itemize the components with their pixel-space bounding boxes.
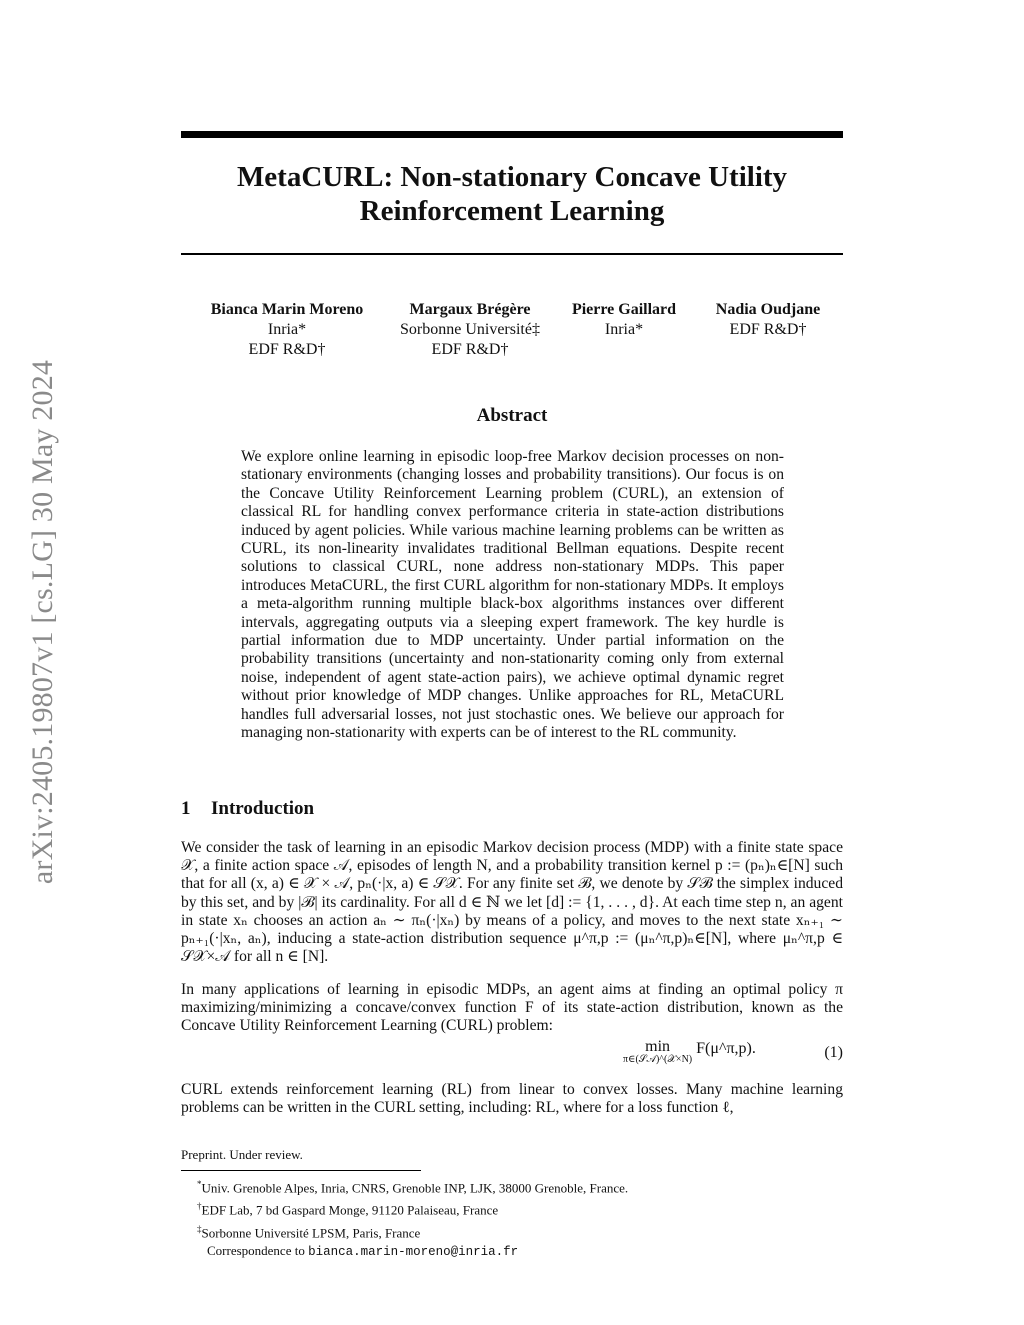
footnote-mark: † [197,1201,202,1212]
author-affiliation: EDF R&D† [729,321,807,338]
abstract-heading: Abstract [476,405,548,426]
footnote-text: Univ. Grenoble Alpes, Inria, CNRS, Grenoble INP, LJK, 38000 Grenoble, France. [201,1180,629,1196]
equation-operator [623,1040,692,1066]
footnote [197,1220,628,1242]
correspondence-label: Correspondence to [207,1242,305,1258]
arxiv-identifier: arXiv:2405.19807v1 [cs.LG] 30 May 2024 [26,359,59,885]
author-affiliation: EDF R&D† [431,341,509,358]
footnotes [197,1175,628,1261]
author-affiliation: Inria* [604,321,644,338]
author-name: Margaux Brégère [409,301,531,318]
author-block [564,300,684,340]
equation-subscript: π∈(𝒮𝒜)^(𝒳×N) [623,1054,693,1065]
intro-paragraph-3: CURL extends reinforcement learning (RL) from linear to convex losses. Many machine learning problems can be written in the CURL setting, including: RL, where for a loss function ℓ, [181,1081,843,1117]
footnote-mark: * [197,1179,202,1189]
section-number: 1 [181,798,191,819]
title-bottom-rule [181,253,843,255]
equation-min: min [645,1038,671,1055]
title-top-rule [181,131,843,138]
section-heading [181,798,314,820]
footnote-text: Sorbonne Université LPSM, Paris, France [201,1224,421,1240]
author-name: Pierre Gaillard [571,301,677,318]
equation-number: (1) [824,1044,843,1061]
footnote-mark: ‡ [197,1223,202,1234]
author-block [702,300,834,340]
intro-paragraph-2: In many applications of learning in episodic MDPs, an agent aims at finding an optimal policy π maximizing/minimizing a concave/convex function F of its state-action distribution, known as the Concave Utility Reinforcement Learning (CURL) problem: [181,981,843,1035]
author-block [204,300,370,360]
author-affiliation: Sorbonne Université‡ [400,321,540,338]
footnote [197,1175,628,1197]
author-block [392,300,548,360]
footnote [197,1197,628,1219]
title-line-1: MetaCURL: Non-stationary Concave Utility [236,161,788,193]
equation-expression: F(μ^π,p). [696,1040,756,1057]
title-line-2: Reinforcement Learning [359,195,665,227]
author-affiliation: EDF R&D† [248,341,326,358]
footnote-text: EDF Lab, 7 bd Gaspard Monge, 91120 Palaiseau, France [201,1202,499,1218]
author-name: Bianca Marin Moreno [210,301,364,318]
paper-title [181,160,843,228]
preprint-note: Preprint. Under review. [181,1147,303,1162]
author-affiliation: Inria* [267,321,307,338]
equation-1 [181,1040,843,1074]
abstract-text: We explore online learning in episodic loop-free Markov decision processes on non-stationary environments (changing losses and probability transitions). Our focus is on the Concave Utility Reinforcement Learning problem (CURL), an extension of classical RL for handling convex performance criteria in state-action distributions induced by agent policies. While various machine learning problems can be written as CURL, its non-linearity invalidates traditional Bellman equations. Despite recent solutions to classical CURL, none address non-stationary MDPs. This paper introduces MetaCURL, the first CURL algorithm for non-stationary MDPs. It employs a meta-algorithm running multiple black-box algorithms instances over different intervals, aggregating outputs via a sleeping expert framework. The key hurdle is partial information due to MDP uncertainty. Under partial information on the probability transitions (uncertainty and non-stationarity coming only from external noise, independent of agent state-action pairs), we achieve optimal dynamic regret without prior knowledge of MDP changes. Unlike approaches for RL, MetaCURL handles full adversarial losses, not just stochastic ones. We believe our approach for managing non-stationarity with experts can be of interest to the RL community. [241,448,784,742]
footnote-rule [181,1170,421,1171]
author-name: Nadia Oudjane [715,301,821,318]
section-title: Introduction [211,798,315,819]
intro-paragraph-1: We consider the task of learning in an episodic Markov decision process (MDP) with a finite state space 𝒳, a finite action space 𝒜, episodes of length N, and a probability transition kernel p := (pₙ)ₙ∈[N] such that for all (x, a) ∈ 𝒳 × 𝒜, pₙ(·|x, a) ∈ 𝒮𝒳. For any finite set ℬ, we denote by 𝒮ℬ the simplex induced by this set, and by |ℬ| its cardinality. For all d ∈ ℕ we let [d] := {1, . . . , d}. At each time step n, an agent in state xₙ chooses an action aₙ ∼ πₙ(·|xₙ) by means of a policy, and moves to the next state xₙ₊₁ ∼ pₙ₊₁(·|xₙ, aₙ), inducing a state-action distribution sequence μ^π,p := (μₙ^π,p)ₙ∈[N], where μₙ^π,p ∈ 𝒮𝒳×𝒜 for all n ∈ [N]. [181,839,843,966]
equation-body [623,1040,756,1066]
correspondence-email[interactable]: bianca.marin-moreno@inria.fr [308,1244,519,1259]
correspondence-line [197,1242,628,1261]
